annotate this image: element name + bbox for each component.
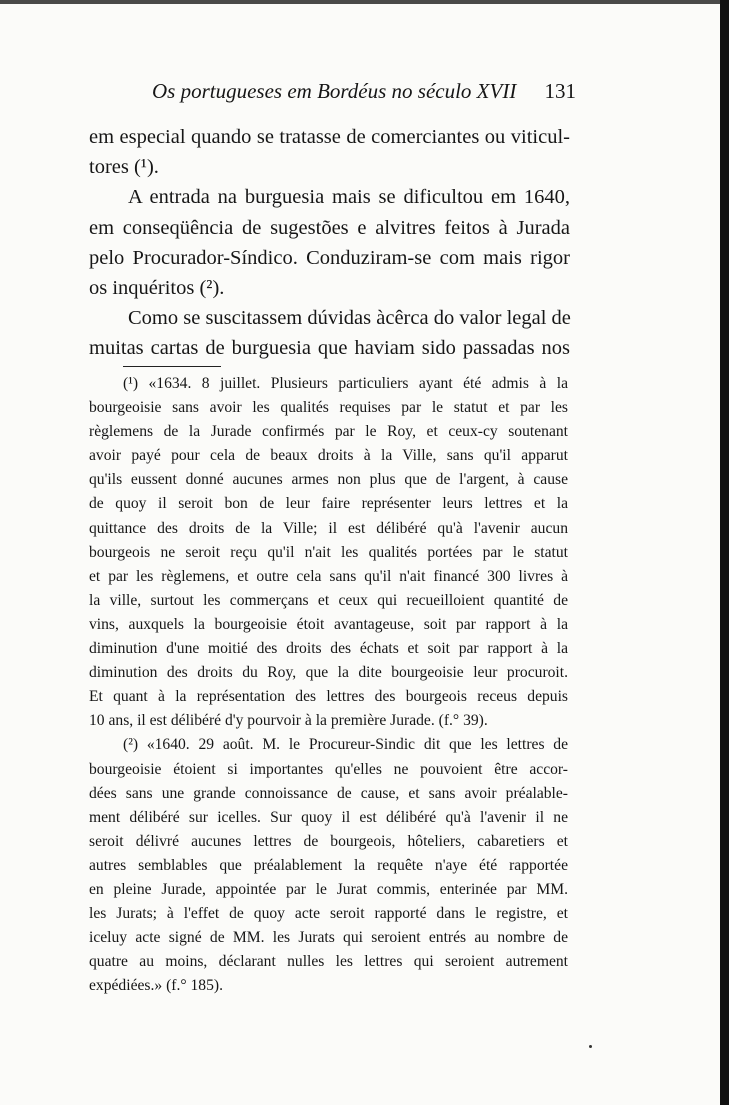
footnote-line: bourgeoisie sans avoir les qualités requises par le statut et par les [89,399,568,417]
footnote-line: les Jurats; à l'effet de quoy acte seroit rapporté dans le registre, et [89,905,568,923]
scan-speck [589,1045,592,1048]
footnote-line: quittance des droits de la Ville; il est délibéré qu'à l'avenir aucun [89,519,568,537]
footnote-line: (¹) «1634. 8 juillet. Plusieurs particuliers ayant été admis à la [123,375,568,392]
footnote-line: et par les règlemens, et outre cela sans qu'il n'ait financé 300 livres à [89,567,568,585]
footnote-separator [123,366,221,367]
footnote-line: la ville, surtout les commerçans et ceux qui recueilloient quantité de [89,591,568,609]
text-line: os inquéritos (²). [89,276,225,299]
footnotes [89,372,568,998]
page-number: 131 [544,79,576,103]
footnote-line: diminution d'une moitié des droits des échats et soit par rapport à la [89,640,568,658]
footnote-line: de quoy il seroit bon de leur faire représenter leurs lettres et la [89,495,568,513]
scan-top-edge [0,0,729,4]
footnote-line: 10 ans, il est délibéré d'y pourvoir à la première Jurade. (f.° 39). [89,712,488,730]
text-line: pelo Procurador-Síndico. Conduziram-se com mais rigor [89,246,570,269]
main-text [89,122,570,364]
footnote-line: (²) «1640. 29 août. M. le Procureur-Sindic dit que les lettres de [123,736,568,754]
text-line: em especial quando se tratasse de comerciantes ou viticul- [89,126,570,148]
footnote-line: avoir payé pour cela de beaux droits à la Ville, sans qu'il apparut [89,447,568,465]
footnote-line: seroit délivré aucunes lettres de bourgeois, hôteliers, cabaretiers et [89,832,568,850]
footnote-line: quatre au moins, déclarant nulles les lettres qui seroient autrement [89,953,568,971]
footnote-line: en pleine Jurade, appointée par le Jurat commis, enterinée par MM. [89,880,568,898]
text-line: muitas cartas de burguesia que haviam sido passadas nos [89,337,570,360]
footnote-line: qu'ils eussent donné aucunes armes non plus que de l'argent, à cause [89,471,568,489]
footnote-line: dées sans une grande connoissance de cause, et sans avoir préalable- [89,784,568,802]
text-line: tores (¹). [89,156,159,179]
scan-right-edge [720,0,729,1105]
footnote-line: Et quant à la représentation des lettres des bourgeois receus depuis [89,688,568,706]
text-line: Como se suscitassem dúvidas àcêrca do valor legal de [128,307,571,330]
footnote-line: ment délibéré sur icelles. Sur quoy il est délibéré qu'à l'avenir il ne [89,808,568,826]
footnote-line: vins, auxquels la bourgeoisie étoit avantageuse, soit par rapport à la [89,615,568,633]
text-line: A entrada na burguesia mais se dificultou em 1640, [128,186,570,209]
footnote-line: expédiées.» (f.° 185). [89,977,223,995]
text-line: em conseqüência de sugestões e alvitres feitos à Jurada [89,216,570,239]
footnote-line: autres semblables que préalablement la requête n'aye été rapportée [89,856,568,874]
footnote-line: bourgeois ne seroit reçu qu'il n'ait les qualités portées par le statut [89,543,568,561]
footnote-line: bourgeoisie étoient si importantes qu'elles ne pouvoient être accor- [89,760,568,778]
footnote-line: iceluy acte signé de MM. les Jurats qui seroient entrés au nombre de [89,929,568,947]
running-title: Os portugueses em Bordéus no século XVII [152,79,517,103]
footnote-line: règlemens de la Jurade confirmés par le Roy, et ceux-cy soutenant [89,423,568,441]
footnote-line: diminution des droits du Roy, que la dite bourgeoisie leur procuroit. [89,664,568,682]
